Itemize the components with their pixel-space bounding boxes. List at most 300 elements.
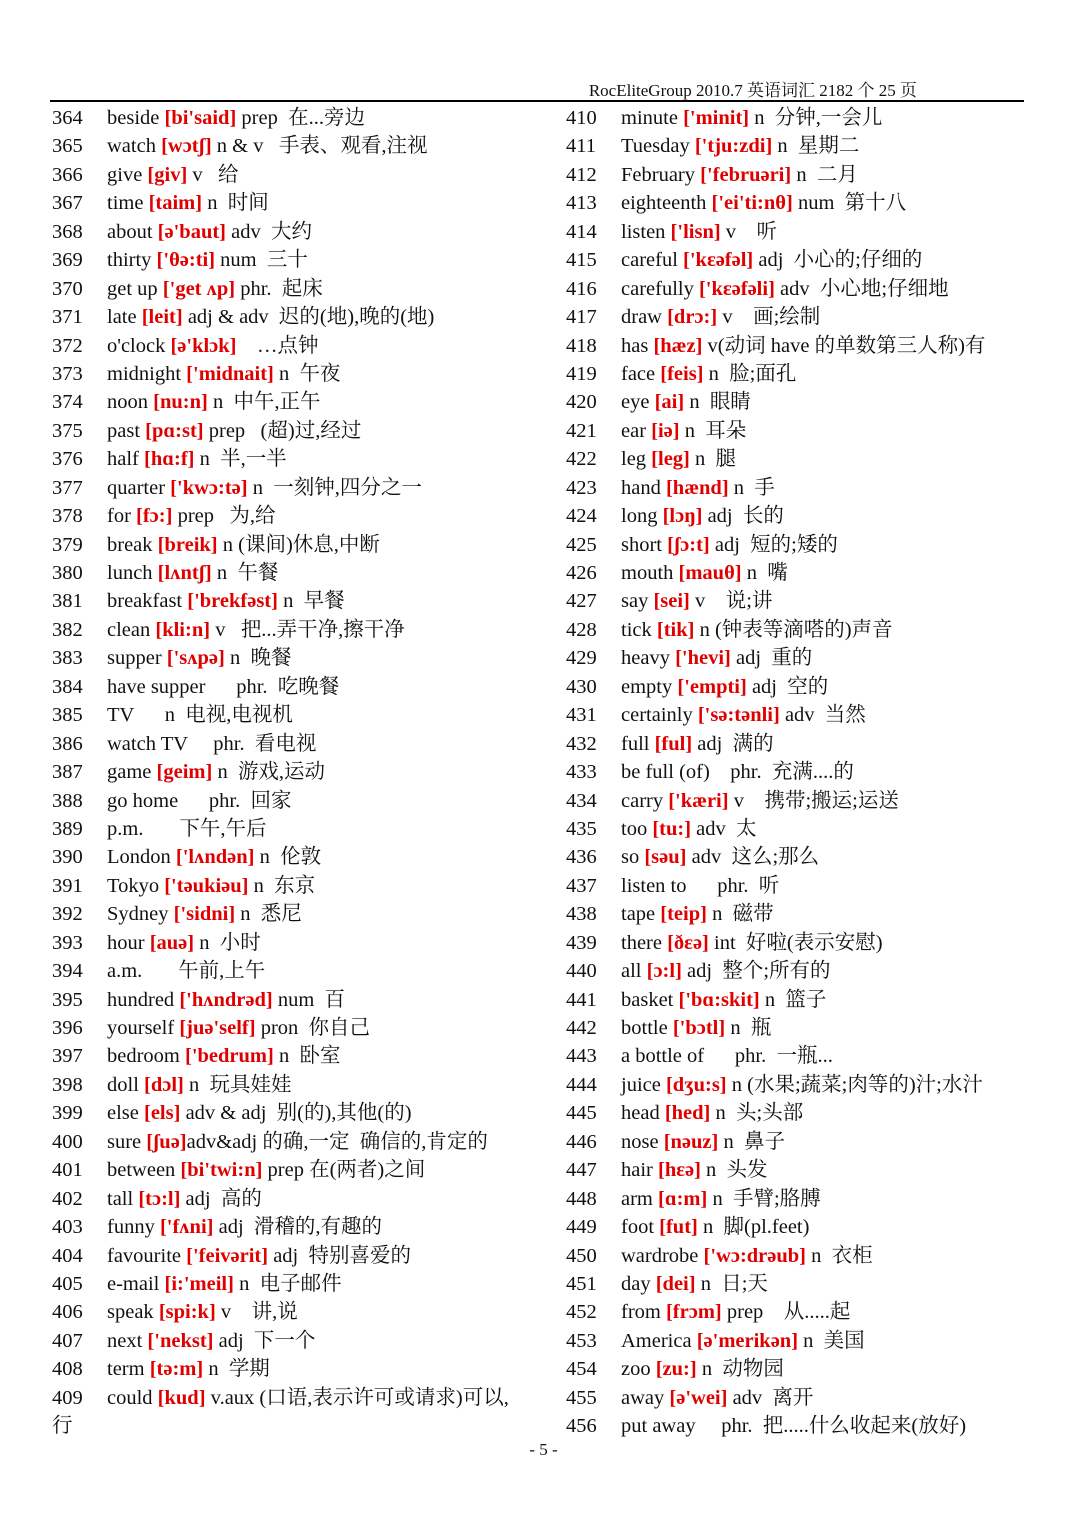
entry-phonetic: ['tju:zdi] [694,135,773,158]
entry-definition: adv 小心地;仔细地 [774,277,949,300]
entry-number: 401 [52,1159,83,1182]
vocab-entry [566,730,1046,758]
vocab-entry [52,218,552,246]
entry-word: breakfast [107,590,183,613]
entry-definition: n 嘴 [741,562,788,584]
entry-definition: n (钟表等滴嗒的)声音 [694,618,893,641]
entry-word: arm [621,1187,653,1210]
entry-definition: n 一刻钟,四分之一 [247,476,422,499]
entry-phonetic: [dɔl] [144,1073,184,1096]
entry-phonetic: ['kwɔ:tə] [170,476,248,499]
vocab-entry [52,1270,552,1298]
entry-phonetic: [leg] [651,448,690,471]
entry-word: speak [107,1301,154,1324]
entry-number: 436 [566,846,597,869]
entry-word: eye [621,391,650,414]
entry-word: certainly [621,704,693,727]
vocab-entry [566,929,1046,957]
vocab-entry [52,104,552,132]
entry-phonetic: ['brekfəst] [187,590,278,613]
vocab-entry [52,929,552,957]
entry-definition: n 晚餐 [224,647,292,670]
entry-number: 384 [52,675,83,698]
entry-number: 446 [566,1130,597,1153]
entry-number: 399 [52,1102,83,1125]
entry-number: 381 [52,590,83,613]
entry-number: 414 [566,220,597,243]
entry-number: 378 [52,505,83,528]
vocab-entry [52,161,552,189]
entry-definition: n 中午,正午 [207,391,321,414]
entry-number: 405 [52,1272,83,1295]
entry-phonetic: ['ei'ti:nθ] [711,192,793,215]
entry-phonetic: [spi:k] [158,1301,216,1324]
vocab-entry [566,701,1046,729]
entry-definition: adv 这么;那么 [686,846,820,869]
entry-number: 386 [52,732,83,755]
entry-number: 396 [52,1017,83,1039]
entry-word: carry [621,789,664,812]
entry-phonetic: ['bedrum] [185,1045,274,1068]
entry-word: short [621,533,662,556]
entry-phonetic: [ai] [654,391,685,414]
vocab-entry [566,246,1046,274]
entry-definition: v 说;讲 [689,590,773,613]
entry-word: listen to [621,874,687,897]
entry-word: zoo [621,1358,651,1381]
entry-phonetic: ['lʌndən] [175,846,255,869]
entry-phonetic: [hεə] [658,1159,701,1182]
vocab-entry [566,1185,1046,1213]
entry-number: 417 [566,306,597,329]
entry-word: mouth [621,562,674,584]
vocab-entry [566,986,1046,1014]
vocab-entry [566,1156,1046,1184]
vocab-entry [52,1213,552,1241]
entry-definition: v 把...弄干净,擦干净 [210,618,405,641]
entry-number: 365 [52,135,83,158]
vocab-entry [566,303,1046,331]
entry-word: juice [621,1073,661,1096]
entry-definition: n 悉尼 [235,903,302,926]
vocab-entry [566,1213,1046,1241]
entry-number: 456 [566,1415,597,1438]
vocab-entry [566,872,1046,900]
entry-word: term [107,1358,145,1381]
entry-number: 429 [566,647,597,670]
entry-number: 441 [566,988,597,1011]
vocab-entry [566,332,1046,360]
entry-word: thirty [107,249,152,272]
vocab-entry [52,246,552,274]
entry-definition: adj 重的 [730,647,813,670]
entry-word: next [107,1329,143,1352]
entry-number: 370 [52,277,83,300]
entry-word: quarter [107,476,166,499]
vocab-entry [52,332,552,360]
vocab-entry [52,815,552,843]
entry-number: 397 [52,1045,83,1068]
vocab-entry [52,1355,552,1383]
entry-word: day [621,1272,651,1295]
vocab-entry [52,445,552,473]
entry-phonetic: ['lisn] [670,220,721,243]
entry-word: full [621,732,650,755]
entry-definition: n 卧室 [273,1045,341,1068]
entry-number: 443 [566,1045,597,1068]
entry-definition: adj & adv 迟的(地),晚的(地) [182,306,435,329]
entry-word: away [621,1386,665,1409]
entry-definition: n 二月 [791,163,858,186]
vocab-entry [52,303,552,331]
entry-number: 394 [52,960,83,983]
entry-word: there [621,931,662,954]
entry-phonetic: ['midnait] [186,362,274,385]
entry-definition: v 讲,说 [215,1301,298,1324]
entry-number: 385 [52,704,83,727]
vocab-entry [566,1242,1046,1270]
entry-number: 379 [52,533,83,556]
entry-word: head [621,1102,660,1125]
entry-phonetic: [tu:] [652,817,692,840]
entry-phonetic: ['fʌni] [159,1216,214,1239]
entry-definition: n & v 手表、观看,注视 [211,135,428,158]
vocab-entry [566,189,1046,217]
entry-definition: phr. 听 [686,874,780,897]
entry-word: beside [107,107,160,129]
entry-definition: adj 特别喜爱的 [268,1244,411,1267]
entry-phonetic: [lʌntʃ] [157,562,212,584]
vocab-entry [566,587,1046,615]
entry-definition: n 脸;面孔 [703,362,797,385]
entry-word: game [107,761,152,784]
vocab-entry [52,1384,552,1412]
entry-phonetic: [teip] [660,903,707,926]
entry-definition: v.aux (口语,表示许可或请求)可以, [205,1386,509,1409]
entry-number: 418 [566,334,597,357]
entry-phonetic: [i:'meil] [164,1272,234,1295]
entry-definition: n 时间 [202,192,269,215]
entry-definition: prep 为,给 [172,505,276,528]
entry-word: p.m. [107,817,144,840]
entry-number: 371 [52,306,83,329]
entry-definition: n 手 [728,476,775,499]
entry-definition: 午前,上午 [142,960,266,983]
entry-phonetic: ['təukiəu] [164,874,249,897]
entry-word: basket [621,988,674,1011]
entry-number: 391 [52,874,83,897]
entry-word: lunch [107,562,153,584]
entry-number: 382 [52,618,83,641]
vocab-entry [566,388,1046,416]
entry-word: bottle [621,1017,668,1039]
entry-number: 364 [52,107,83,129]
entry-definition: n 篮子 [759,988,827,1011]
entry-word: noon [107,391,148,414]
entry-phonetic: [bi'said] [164,107,237,129]
entry-number: 426 [566,562,597,584]
entry-definition: n 瓶 [725,1017,772,1039]
entry-phonetic: [səu] [644,846,687,869]
entry-number: 407 [52,1329,83,1352]
entry-word: past [107,419,141,442]
entry-number: 419 [566,362,597,385]
entry-word: could [107,1386,153,1409]
entry-definition: n 脚(pl.feet) [697,1216,810,1239]
vocab-entry [52,1242,552,1270]
entry-word: clean [107,618,151,641]
entry-definition: v 听 [720,220,778,243]
entry-definition: adv 当然 [779,704,866,727]
vocab-entry [566,1128,1046,1156]
vocab-entry [52,1099,552,1127]
entry-definition: n 玩具娃娃 [183,1073,292,1096]
entry-word: hand [621,476,661,499]
entry-number: 410 [566,107,597,129]
entry-number: 373 [52,362,83,385]
vocab-entry [52,587,552,615]
entry-number: 412 [566,163,597,186]
entry-phonetic: [breik] [157,533,218,556]
entry-number: 420 [566,391,597,414]
vocab-entry [52,502,552,530]
entry-phonetic: [nəuz] [663,1130,719,1153]
entry-number: 440 [566,960,597,983]
entry-phonetic: [fut] [659,1216,698,1239]
entry-phonetic: [leit] [141,306,183,329]
entry-word: eighteenth [621,192,707,215]
entry-word: favourite [107,1244,181,1267]
vocab-entry [566,502,1046,530]
entry-definition: num 第十八 [792,192,907,215]
entry-phonetic: [ə'merikən] [696,1329,799,1352]
entry-definition: int 好啦(表示安慰) [708,931,883,954]
entry-word: late [107,306,137,329]
entry-number: 433 [566,761,597,784]
entry-phonetic: [drɔ:] [667,306,718,329]
entry-phonetic: ['θə:ti] [156,249,216,272]
entry-word: face [621,362,656,385]
page-header: RocEliteGroup 2010.7 英语词汇 2182 个 25 页 [588,81,917,100]
entry-number: 432 [566,732,597,755]
entry-word: else [107,1102,139,1125]
entry-number: 415 [566,249,597,272]
entry-phonetic: [pɑ:st] [145,419,204,442]
vocab-entry [566,531,1046,559]
entry-phonetic: [ɑ:m] [658,1187,708,1210]
entry-number: 387 [52,761,83,784]
entry-phonetic: [ə'klɔk] [170,334,237,357]
entry-definition: …点钟 [236,334,319,357]
entry-phonetic: [geim] [156,761,213,784]
entry-number: 438 [566,903,597,926]
entry-word: go home [107,789,179,812]
entry-number: 421 [566,419,597,442]
entry-number: 455 [566,1386,597,1409]
vocab-entry [566,417,1046,445]
entry-phonetic: [taim] [148,192,203,215]
entry-definition: v 给 [187,163,239,186]
entry-phonetic: ['kɛəfəl] [683,249,754,272]
entry-word: be full (of) [621,761,710,784]
entry-definition: prep 在...旁边 [236,107,365,129]
entry-number: 390 [52,846,83,869]
entry-word: for [107,505,131,528]
entry-word: doll [107,1073,139,1096]
vocab-entry [52,360,552,388]
entry-phonetic: ['kæri] [668,789,729,812]
entry-number: 383 [52,647,83,670]
vocab-entry [566,1099,1046,1127]
entry-word: empty [621,675,673,698]
entry-number: 408 [52,1358,83,1381]
entry-phonetic: [hɑ:f] [144,448,195,471]
vocab-entry [566,104,1046,132]
vocab-entry [52,701,552,729]
vocab-entry [566,957,1046,985]
vocab-entry [566,1042,1046,1070]
entry-definition: phr. 把.....什么收起来(放好) [695,1415,967,1438]
entry-phonetic: [nu:n] [153,391,208,414]
entry-word: careful [621,249,678,272]
entry-definition: n 动物园 [696,1358,784,1381]
entry-definition: 下午,午后 [143,817,267,840]
entry-word: funny [107,1216,155,1239]
entry-number: 416 [566,277,597,300]
entry-number: 445 [566,1102,597,1125]
entry-word: tall [107,1187,134,1210]
vocab-entry [52,787,552,815]
entry-number: 393 [52,931,83,954]
entry-word: sure [107,1130,142,1153]
vocab-entry [52,1128,552,1156]
entry-word: a bottle of [621,1045,705,1068]
entry-word: supper [107,647,162,670]
entry-definition: n 头;头部 [710,1102,804,1125]
entry-phonetic: [kli:n] [155,618,211,641]
entry-definition: n 小时 [194,931,261,954]
vocab-entry [52,616,552,644]
entry-phonetic: ['nekst] [147,1329,214,1352]
entry-number: 447 [566,1159,597,1182]
entry-phonetic: ['bɔtl] [672,1017,726,1039]
entry-phonetic: [iə] [651,419,680,442]
entry-word: too [621,817,648,840]
entry-phonetic: [fɔ:] [136,505,173,528]
entry-phonetic: ['minit] [683,107,750,129]
entry-phonetic: [tɔ:l] [138,1187,181,1210]
entry-number: 368 [52,220,83,243]
entry-phonetic: [ɔ:l] [646,960,682,983]
entry-word: nose [621,1130,659,1153]
entry-number: 449 [566,1216,597,1239]
vocab-entry [52,1014,552,1042]
entry-number: 435 [566,817,597,840]
entry-word: TV [107,704,134,727]
entry-word: draw [621,306,662,329]
entry-word: from [621,1301,661,1324]
entry-definition: n 日;天 [695,1272,768,1295]
entry-number: 428 [566,618,597,641]
entry-number: 422 [566,448,597,471]
entry-definition: n 学期 [203,1358,270,1381]
entry-definition: phr. 一瓶... [704,1045,833,1068]
entry-word: ear [621,419,647,442]
entry-definition: adj 下一个 [213,1329,316,1352]
entry-definition: num 三十 [215,249,308,272]
page-number: - 5 - [529,1440,558,1459]
entry-definition: n 早餐 [277,590,345,613]
entry-phonetic: [kud] [157,1386,206,1409]
vocab-entry [52,388,552,416]
entry-phonetic: [tə:m] [149,1358,204,1381]
entry-number: 406 [52,1301,83,1324]
entry-number: 400 [52,1130,83,1153]
entry-definition: adj 高的 [180,1187,262,1210]
vocab-entry [52,957,552,985]
entry-definition: n 电视,电视机 [133,704,293,727]
entry-word: give [107,163,143,186]
entry-phonetic: ['hʌndrəd] [179,988,273,1011]
entry-definition: v(动词 have 的单数第三人称)有 [702,334,986,357]
vocab-entry [52,559,552,587]
entry-phonetic: [sei] [653,590,690,613]
entry-number: 388 [52,789,83,812]
entry-definition: n 分钟,一会儿 [749,107,883,129]
entry-word: foot [621,1216,655,1239]
entry-phonetic: ['februəri] [700,163,792,186]
entry-word: say [621,590,649,613]
entry-number: 453 [566,1329,597,1352]
entry-number: 430 [566,675,597,698]
vocab-entry [52,1298,552,1326]
entry-word: leg [621,448,647,471]
vocab-entry [566,559,1046,587]
entry-number: 366 [52,163,83,186]
vocab-entry [566,1412,1046,1440]
entry-word: midnight [107,362,182,385]
entry-word: e-mail [107,1272,160,1295]
entry-number: 444 [566,1073,597,1096]
entry-word: put away [621,1415,696,1438]
entry-phonetic: [auə] [149,931,195,954]
entry-definition: n 星期二 [772,135,860,158]
entry-word: Tuesday [621,135,690,158]
entry-phonetic: [tik] [656,618,695,641]
entry-definition: num 百 [272,988,346,1011]
vocab-entry [52,730,552,758]
entry-number: 454 [566,1358,597,1381]
vocab-entry [52,843,552,871]
entry-word: Tokyo [107,874,160,897]
entry-word: minute [621,107,678,129]
entry-definition: adj 滑稽的,有趣的 [213,1216,383,1239]
entry-number: 389 [52,817,83,840]
entry-phonetic: ['kɛəfəli] [698,277,775,300]
vocab-entry [566,673,1046,701]
right-column [566,104,1046,1441]
vocab-entry [52,417,552,445]
entry-number: 439 [566,931,597,954]
entry-phonetic: [ʃɔ:t] [667,533,710,556]
entry-definition: n 眼睛 [684,391,751,414]
entry-word: get up [107,277,158,300]
entry-number: 375 [52,419,83,442]
entry-definition: adv&adj 的确,一定 确信的,肯定的 [186,1130,488,1153]
entry-word: break [107,533,153,556]
entry-word: a.m. [107,960,143,983]
entry-number: 434 [566,789,597,812]
